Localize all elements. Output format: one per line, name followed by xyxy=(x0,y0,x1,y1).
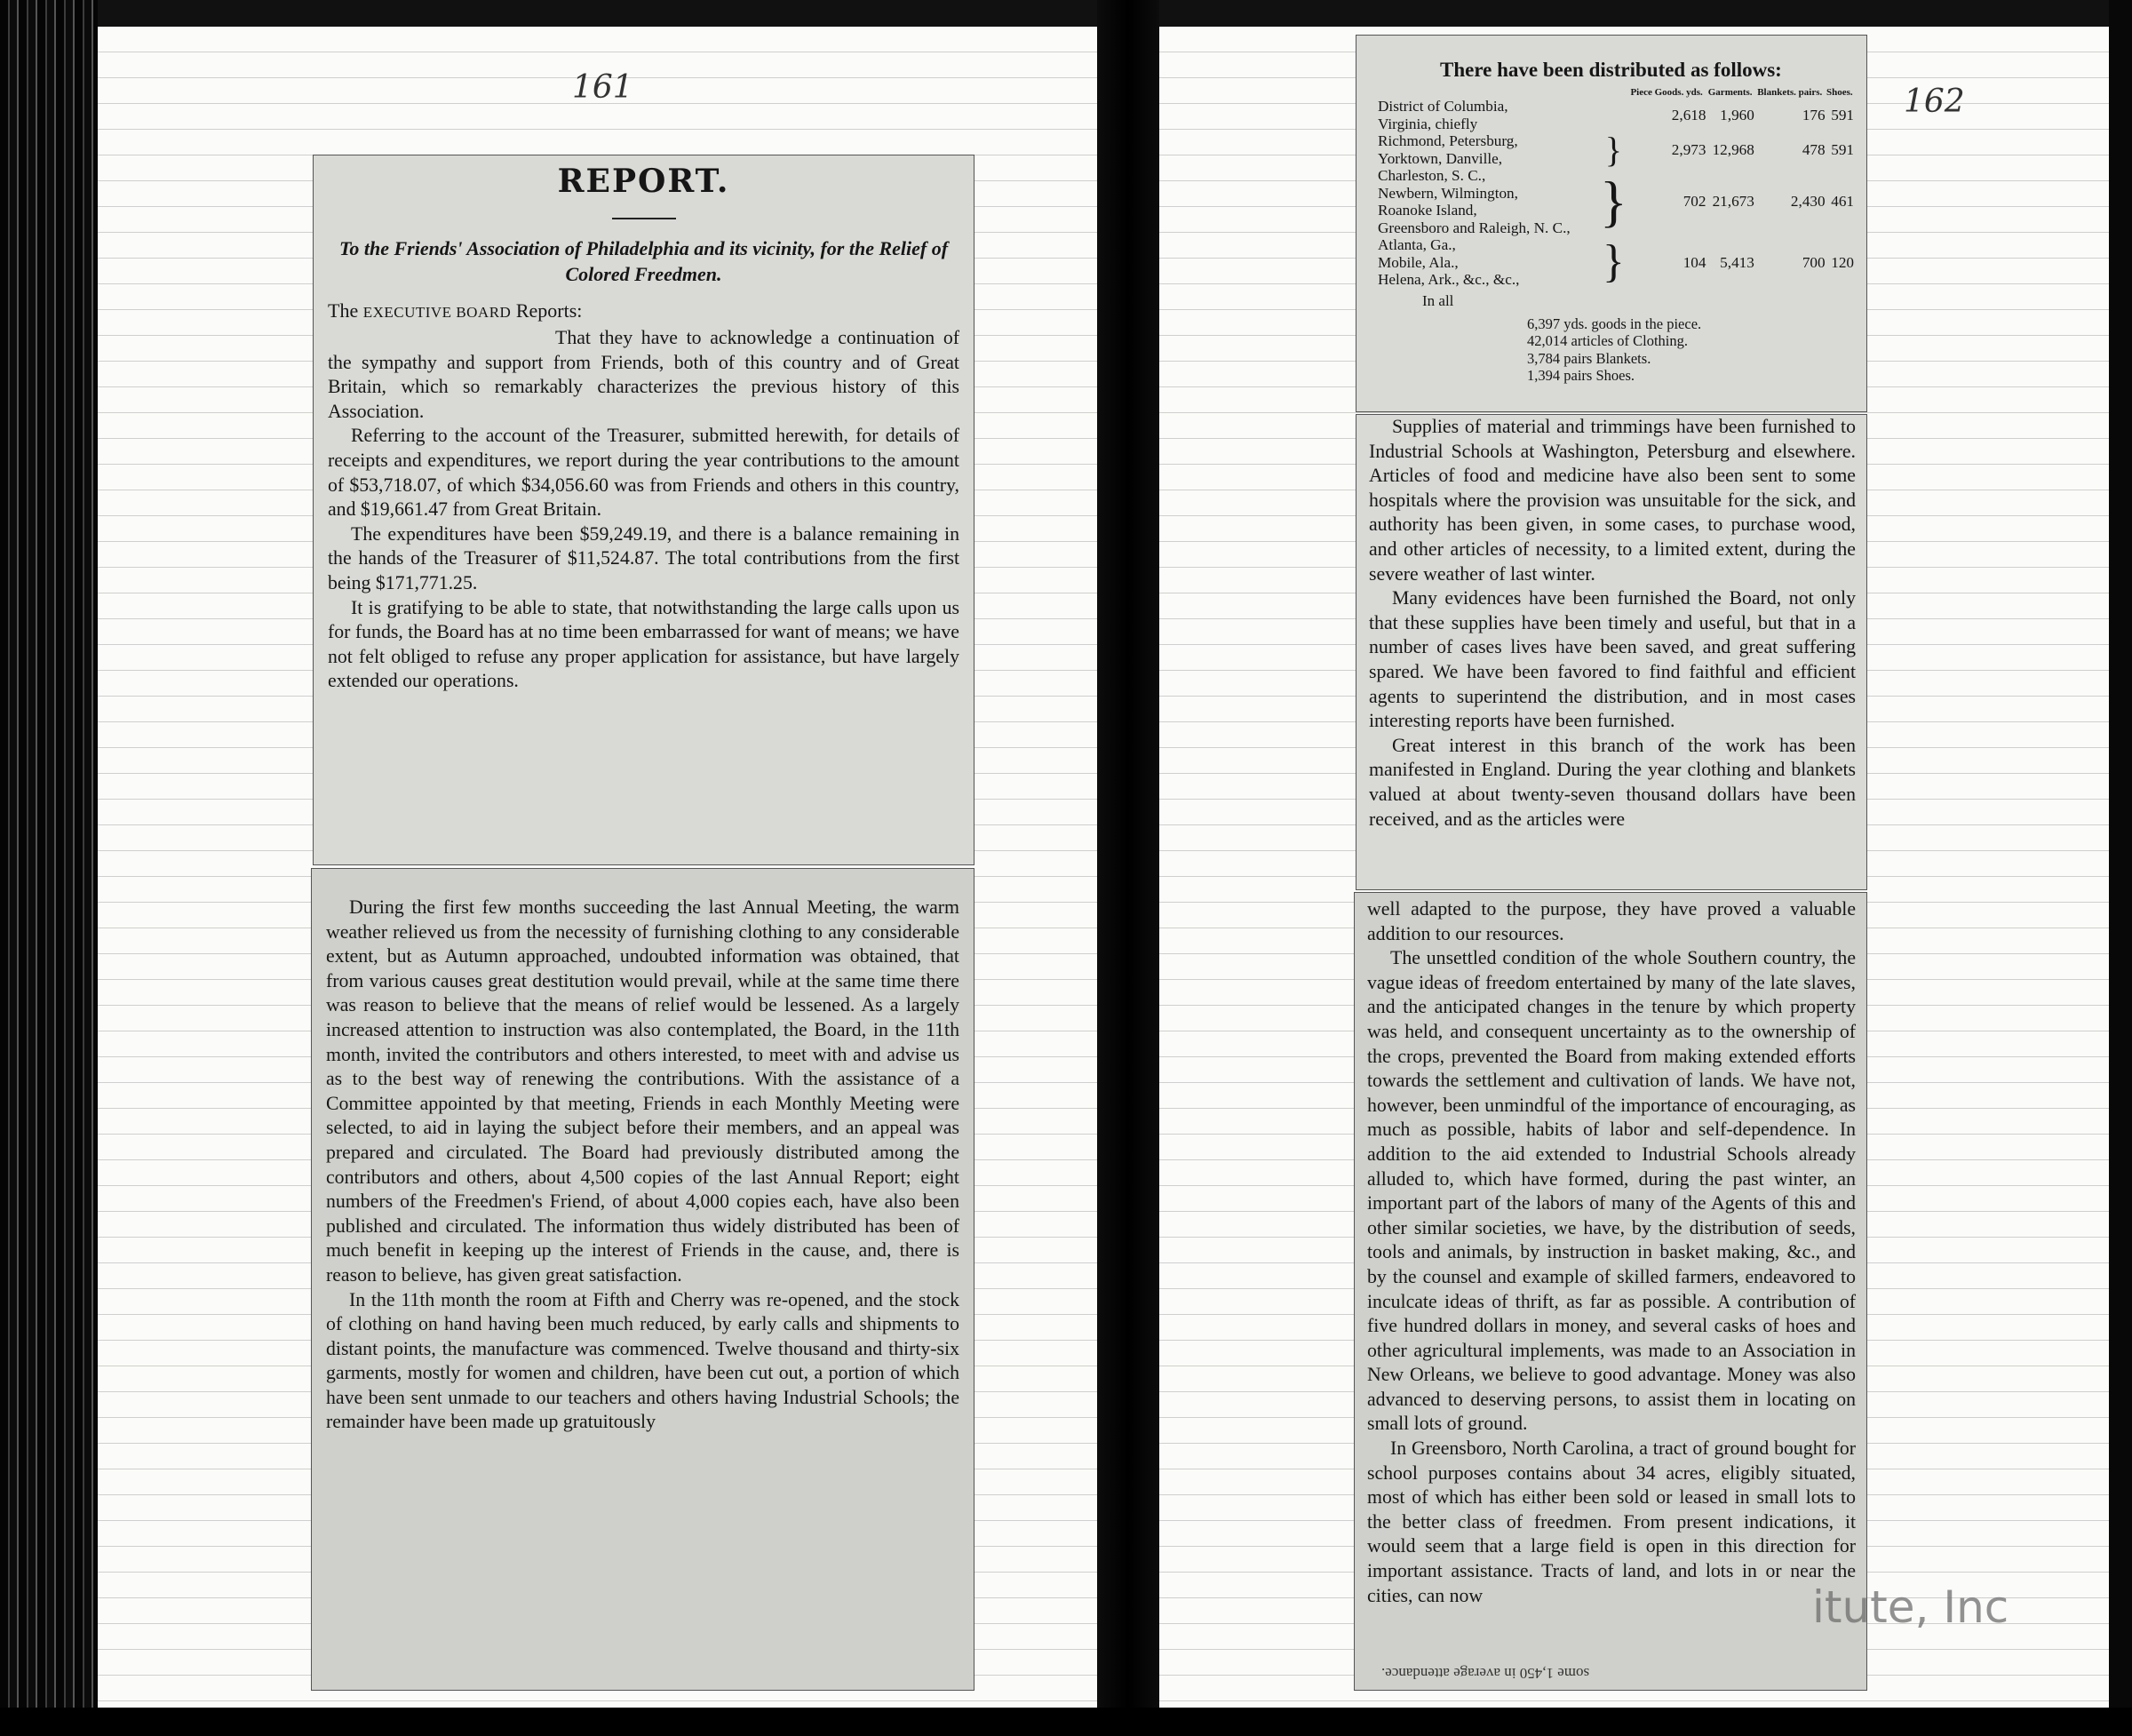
table-row: Atlanta, Ga., Mobile, Ala., Helena, Ark., &c., &c., } 104 5,413 700 120 xyxy=(1378,236,1854,288)
in-all-label: In all xyxy=(1422,291,1454,309)
report-paragraph: In Greensboro, North Carolina, a tract of ground bought for school purposes contains about 34 acres, eligibly situated, most of which has either been sold or leased in small lots to the better class of freedmen. From present indications, it would seem that a large field is open in this direction for important assistance. Tracts of land, and lots in or near the cities, can now xyxy=(1367,1437,1856,1606)
report-paragraph: Supplies of material and trimmings have been furnished to Industrial Schools at Washington, Petersburg and elsewhere. Articles of food and medicine have also been sent to some hospitals where the provision was unsuitable for the sick, and authority has been given, in some cases, to purchase wood, and other articles of necessity, to a limited extent, during the severe weather of last winter. xyxy=(1369,416,1856,585)
report-paragraph: It is gratifying to be able to state, that notwithstanding the large calls upon us for funds, the Board has at no time been embarrassed for want of means; we have not felt obliged to refuse any proper application for assistance, but have largely extended our operations. xyxy=(328,596,959,692)
right-ledger-page xyxy=(1159,27,2109,1708)
executive-board-heading: The EXECUTIVE BOARD Reports: xyxy=(328,299,583,322)
column-header: Piece Goods. yds. xyxy=(1630,87,1703,98)
supplies-clipping xyxy=(1356,415,1866,889)
total-line: 42,014 articles of Clothing. xyxy=(1527,332,1689,349)
report-paragraph: Many evidences have been furnished the Board, not only that these supplies have been timely and useful, but that in a number of cases lives have been saved, and great suffering spared. We have been favored to find faithful and efficient agents to superintend the distribution, and in most cases interesting reports have been furnished. xyxy=(1369,587,1856,732)
report-title: REPORT. xyxy=(557,163,730,200)
book-gutter xyxy=(1097,0,1159,1736)
column-header: Shoes. xyxy=(1826,87,1853,98)
total-line: 3,784 pairs Blankets. xyxy=(1527,349,1651,367)
address-line: To the Friends' Association of Philadelphia and its vicinity, for the Relief of Colored Freedmen. xyxy=(338,237,949,285)
table-row: Richmond, Petersburg, Yorktown, Danville, } 2,973 12,968 478 591 xyxy=(1378,129,1854,170)
distribution-table-clipping xyxy=(1356,36,1866,411)
page-number-right: 162 xyxy=(1904,84,1965,120)
report-paragraph: During the first few months succeeding the last Annual Meeting, the warm weather relieved us from the necessity of furnishing clothing to any considerable extent, but as Autumn approached, undoubted information was obtained, that from various causes great destitution would prevail, while at the same time there was reason to believe that the means of relief would be lessened. As a largely increased attention to instruction was also contemplated, the Board, in the 11th month, invited the contributors and others interested, to meet with and advise us as to the best way of renewing the contributions. With the assistance of a Committee appointed by that meeting, Friends in each Monthly Meeting were selected, to aid in laying the subject before their members, and an appeal was prepared and circulated. The Board had previously distributed among the contributors and others, about 4,500 copies of the last Annual Report; eight numbers of the Freedmen's Friend, of about 4,000 copies each, have also been published and circulated. The information thus widely distributed has been of much benefit in keeping up the interest of Friends in the cause, and, there is reason to believe, has given great satisfaction. xyxy=(326,896,959,1286)
report-paragraph: The expenditures have been $59,249.19, and there is a balance remaining in the hands of the Treasurer of $11,524.87. The total contributions from the first being $171,771.25. xyxy=(328,522,959,593)
table-row: District of Columbia, Virginia, chiefly 2,618 1,960 176 591 xyxy=(1378,98,1854,132)
southern-country-clipping xyxy=(1355,893,1866,1690)
distribution-totals xyxy=(1527,315,1854,385)
distribution-table xyxy=(1378,87,1854,289)
total-line: 6,397 yds. goods in the piece. xyxy=(1527,315,1702,332)
report-continuation-clipping xyxy=(312,869,974,1690)
page-number-left: 161 xyxy=(572,69,633,106)
report-paragraph: Referring to the account of the Treasurer, submitted herewith, for details of receipts and expenditures, we report during the year contributions to the amount of $53,718.07, of which $34,056.60 was from Friends and others in this country, and $19,661.47 from Great Britain. xyxy=(328,425,959,521)
column-header: Garments. xyxy=(1707,87,1753,98)
watermark-text: itute, Inc xyxy=(1812,1581,2009,1633)
column-header: Blankets. pairs. xyxy=(1757,87,1823,98)
title-rule xyxy=(612,218,676,219)
report-paragraph: In the 11th month the room at Fifth and Cherry was re-opened, and the stock of clothing on hand having been much reduced, by early calls and shipments to distant points, the manufacture was commenced. Twelve thousand and thirty-six garments, mostly for women and children, have been cut out, a portion of which have been sent unmade to our teachers and others having Industrial Schools; the remainder have been made up gratuitously xyxy=(326,1288,959,1433)
distribution-intro: There have been distributed as follows: xyxy=(1440,59,1782,81)
book-right-edge xyxy=(2109,0,2132,1736)
total-line: 1,394 pairs Shoes. xyxy=(1527,367,1635,384)
report-paragraph: Great interest in this branch of the work has been manifested in England. During the year clothing and blankets valued at about twenty-seven thousand dollars have been received, and as the articles were xyxy=(1369,734,1856,830)
upside-down-bleed-text: some 1,450 in average attendance. xyxy=(1381,1665,1590,1682)
report-paragraph: well adapted to the purpose, they have proved a valuable addition to our resources. xyxy=(1367,898,1856,944)
table-row: Charleston, S. C., Newbern, Wilmington, Roanoke Island, Greensboro and Raleigh, N. C., } 702 21,673 2,430 461 xyxy=(1378,167,1854,236)
book-bottom-edge xyxy=(0,1708,2132,1736)
left-ledger-page xyxy=(98,27,1097,1708)
table-header-row xyxy=(1378,87,1854,98)
report-paragraph: The unsettled condition of the whole Southern country, the vague ideas of freedom entertained by many of the late slaves, and the anticipated changes in the tenure by which property was held, and consequent uncertainty as to the ownership of the crops, prevented the Board from making extended efforts towards the settlement and cultivation of lands. We have not, however, been unmindful of the importance of encouraging, as much as possible, habits of labor and self-dependence. In addition to the aid extended to Industrial Schools already alluded to, which have formed, during the past winter, an important part of the labors of many of the Agents of this and other similar societies, we have, by the distribution of seeds, tools and animals, by instruction in basket making, &c., and by the counsel and example of skilled farmers, endeavored to inculcate ideas of thrift, as far as possible. A contribution of five hundred dollars in money, and several casks of hoes and other agricultural implements, was made to an Association in New Orleans, we believe to good advantage. Money was also advanced to deserving persons, to assist them in locating on small lots of ground. xyxy=(1367,947,1856,1435)
report-header-clipping xyxy=(314,155,974,864)
book-spine-edge xyxy=(0,0,98,1736)
report-paragraph: That they have to acknowledge a continuation of the sympathy and support from Friends, both of this country and of Great Britain, which so remarkably characterizes the previous history of this Association. xyxy=(328,327,959,422)
